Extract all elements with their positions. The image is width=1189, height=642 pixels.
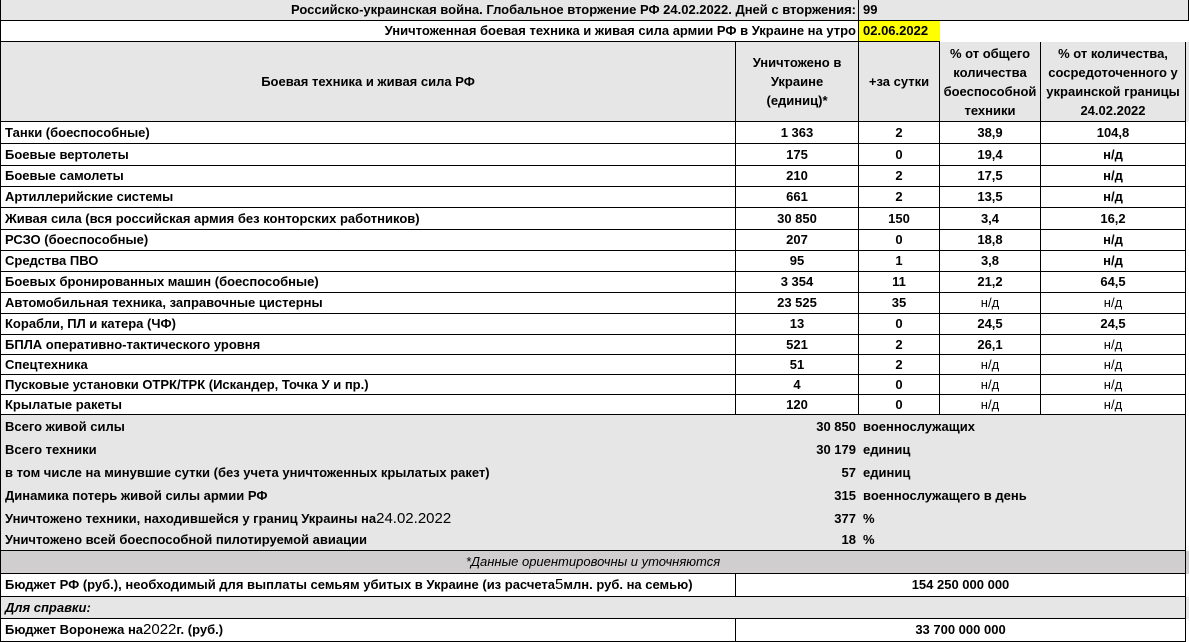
row-name: Пусковые установки ОТРК/ТРК (Искандер, Точка У и пр.) <box>0 375 736 395</box>
summary-label <box>1 507 737 530</box>
row-destroyed: 95 <box>736 251 859 272</box>
budget-label-b: 5 <box>555 576 564 593</box>
summary-unit: % <box>863 532 875 547</box>
header-day: +за сутки <box>859 42 940 122</box>
row-pct-total: 17,5 <box>940 166 1041 187</box>
voronezh-label-b: 2022 <box>143 621 177 638</box>
subtitle-row <box>0 21 1189 42</box>
row-name: Боевые вертолеты <box>0 144 736 166</box>
row-pct-border: н/д <box>1041 355 1186 375</box>
row-name: Артиллерийские системы <box>0 187 736 208</box>
row-pct-border: н/д <box>1041 144 1186 166</box>
summary-label: Уничтожено всей боеспособной пилотируемой авиации <box>5 532 368 547</box>
row-pct-border: н/д <box>1041 293 1186 314</box>
summary-value: 315 <box>834 487 856 503</box>
summary-unit: единиц <box>863 464 911 480</box>
row-day: 0 <box>859 375 940 395</box>
reference-label: Для справки: <box>0 597 1186 619</box>
row-pct-border: 64,5 <box>1041 272 1186 293</box>
voronezh-label <box>0 619 736 642</box>
summary-value: 18 <box>841 532 856 547</box>
row-name: Боевые самолеты <box>0 166 736 187</box>
row-name: Автомобильная техника, заправочные цистерны <box>0 293 736 314</box>
table-row <box>0 144 1189 166</box>
summary-unit: % <box>863 510 875 526</box>
summary-label: в том числе на минувшие сутки (без учета уничтоженных крылатых ракет) <box>5 464 490 480</box>
header-pct-border: % от количества, сосредоточенного у украинской границы 24.02.2022 <box>1041 42 1186 122</box>
budget-label-a: Бюджет РФ (руб.), необходимый для выплаты семьям убитых в Украине (из расчета <box>5 577 556 592</box>
row-day: 0 <box>859 230 940 251</box>
table-row <box>0 122 1189 144</box>
summary-unit: военнослужащих <box>863 418 975 434</box>
subtitle-empty <box>940 21 1189 42</box>
row-pct-total: н/д <box>940 355 1041 375</box>
voronezh-label-c: г. (руб.) <box>176 622 224 637</box>
row-pct-border: н/д <box>1041 251 1186 272</box>
header-name: Боевая техника и живая сила РФ <box>0 42 736 122</box>
row-pct-total: 18,8 <box>940 230 1041 251</box>
summary-row <box>1 530 1189 550</box>
row-destroyed: 521 <box>736 335 859 355</box>
row-destroyed: 51 <box>736 355 859 375</box>
table-row <box>0 272 1189 293</box>
table-row <box>0 375 1189 395</box>
row-pct-total: н/д <box>940 293 1041 314</box>
row-pct-border: н/д <box>1041 187 1186 208</box>
table-row <box>0 335 1189 355</box>
row-name: Боевых бронированных машин (боеспособные) <box>0 272 736 293</box>
row-day: 150 <box>859 208 940 230</box>
summary-row <box>1 415 1189 438</box>
row-destroyed: 23 525 <box>736 293 859 314</box>
row-pct-border: 104,8 <box>1041 122 1186 144</box>
row-name: Спецтехника <box>0 355 736 375</box>
budget-label <box>0 574 736 597</box>
budget-row <box>0 574 1189 597</box>
row-pct-total: н/д <box>940 395 1041 415</box>
table-row <box>0 208 1189 230</box>
row-pct-total: 24,5 <box>940 314 1041 335</box>
row-pct-total: 19,4 <box>940 144 1041 166</box>
table-row <box>0 187 1189 208</box>
table-row <box>0 251 1189 272</box>
subtitle-text: Уничтоженная боевая техника и живая сила армии РФ в Украине на утро <box>0 21 859 42</box>
row-day: 0 <box>859 144 940 166</box>
row-pct-border: н/д <box>1041 230 1186 251</box>
table-row <box>0 355 1189 375</box>
row-destroyed: 4 <box>736 375 859 395</box>
days-count: 99 <box>859 0 1189 21</box>
reference-row <box>0 597 1189 619</box>
row-destroyed: 30 850 <box>736 208 859 230</box>
report-date: 02.06.2022 <box>859 21 940 42</box>
row-day: 2 <box>859 335 940 355</box>
row-day: 2 <box>859 355 940 375</box>
budget-label-c: млн. руб. на семью) <box>563 577 693 592</box>
row-destroyed: 207 <box>736 230 859 251</box>
table-row <box>0 166 1189 187</box>
row-name: Корабли, ПЛ и катера (ЧФ) <box>0 314 736 335</box>
summary-block <box>0 415 1186 551</box>
row-name: Танки (боеспособные) <box>0 122 736 144</box>
row-name: БПЛА оперативно-тактического уровня <box>0 335 736 355</box>
voronezh-row <box>0 619 1189 642</box>
summary-unit: военнослужащего в день <box>863 487 1027 503</box>
row-pct-border: 16,2 <box>1041 208 1186 230</box>
summary-value: 377 <box>834 510 856 526</box>
row-pct-total: н/д <box>940 375 1041 395</box>
row-pct-border: н/д <box>1041 375 1186 395</box>
summary-label-date: 24.02.2022 <box>376 509 452 527</box>
summary-label: Динамика потерь живой силы армии РФ <box>5 487 268 503</box>
summary-value: 57 <box>841 464 856 480</box>
row-pct-total: 21,2 <box>940 272 1041 293</box>
row-destroyed: 1 363 <box>736 122 859 144</box>
row-pct-total: 13,5 <box>940 187 1041 208</box>
row-destroyed: 13 <box>736 314 859 335</box>
row-pct-total: 26,1 <box>940 335 1041 355</box>
summary-value: 30 179 <box>816 441 856 457</box>
row-pct-border: н/д <box>1041 335 1186 355</box>
table-header <box>0 42 1189 122</box>
row-pct-border: н/д <box>1041 395 1186 415</box>
row-day: 2 <box>859 122 940 144</box>
summary-label: Всего техники <box>5 441 97 457</box>
row-day: 2 <box>859 166 940 187</box>
row-pct-total: 38,9 <box>940 122 1041 144</box>
footnote: *Данные ориентировочны и уточняются <box>0 551 1186 574</box>
row-destroyed: 120 <box>736 395 859 415</box>
row-day: 0 <box>859 395 940 415</box>
row-destroyed: 210 <box>736 166 859 187</box>
header-pct-total: % от общего количества боеспособной техники <box>940 42 1041 122</box>
table-row <box>0 230 1189 251</box>
row-day: 0 <box>859 314 940 335</box>
row-destroyed: 175 <box>736 144 859 166</box>
row-destroyed: 3 354 <box>736 272 859 293</box>
summary-value: 30 850 <box>816 418 856 434</box>
row-day: 11 <box>859 272 940 293</box>
row-name: РСЗО (боеспособные) <box>0 230 736 251</box>
table-row <box>0 395 1189 415</box>
title-text: Российско-украинская война. Глобальное вторжение РФ 24.02.2022. Дней с вторжения: <box>0 0 859 21</box>
voronezh-label-a: Бюджет Воронежа на <box>5 622 144 637</box>
summary-row <box>1 484 1189 507</box>
title-row <box>0 0 1189 21</box>
summary-unit: единиц <box>863 441 911 457</box>
row-pct-border: н/д <box>1041 166 1186 187</box>
row-pct-border: 24,5 <box>1041 314 1186 335</box>
row-name: Живая сила (вся российская армия без конторских работников) <box>0 208 736 230</box>
summary-label-text: Уничтожено техники, находившейся у границ Украины на <box>5 510 377 526</box>
note-row <box>0 551 1189 574</box>
row-destroyed: 661 <box>736 187 859 208</box>
row-pct-total: 3,4 <box>940 208 1041 230</box>
summary-row <box>1 461 1189 484</box>
voronezh-value: 33 700 000 000 <box>736 619 1186 642</box>
budget-value: 154 250 000 000 <box>736 574 1186 597</box>
summary-label: Всего живой силы <box>5 418 125 434</box>
table-row <box>0 293 1189 314</box>
row-day: 2 <box>859 187 940 208</box>
row-day: 35 <box>859 293 940 314</box>
header-destroyed: Уничтожено в Украине (единиц)* <box>736 42 859 122</box>
summary-row <box>1 507 1189 530</box>
row-pct-total: 3,8 <box>940 251 1041 272</box>
row-day: 1 <box>859 251 940 272</box>
row-name: Крылатые ракеты <box>0 395 736 415</box>
table-row <box>0 314 1189 335</box>
row-name: Средства ПВО <box>0 251 736 272</box>
summary-row <box>1 438 1189 461</box>
